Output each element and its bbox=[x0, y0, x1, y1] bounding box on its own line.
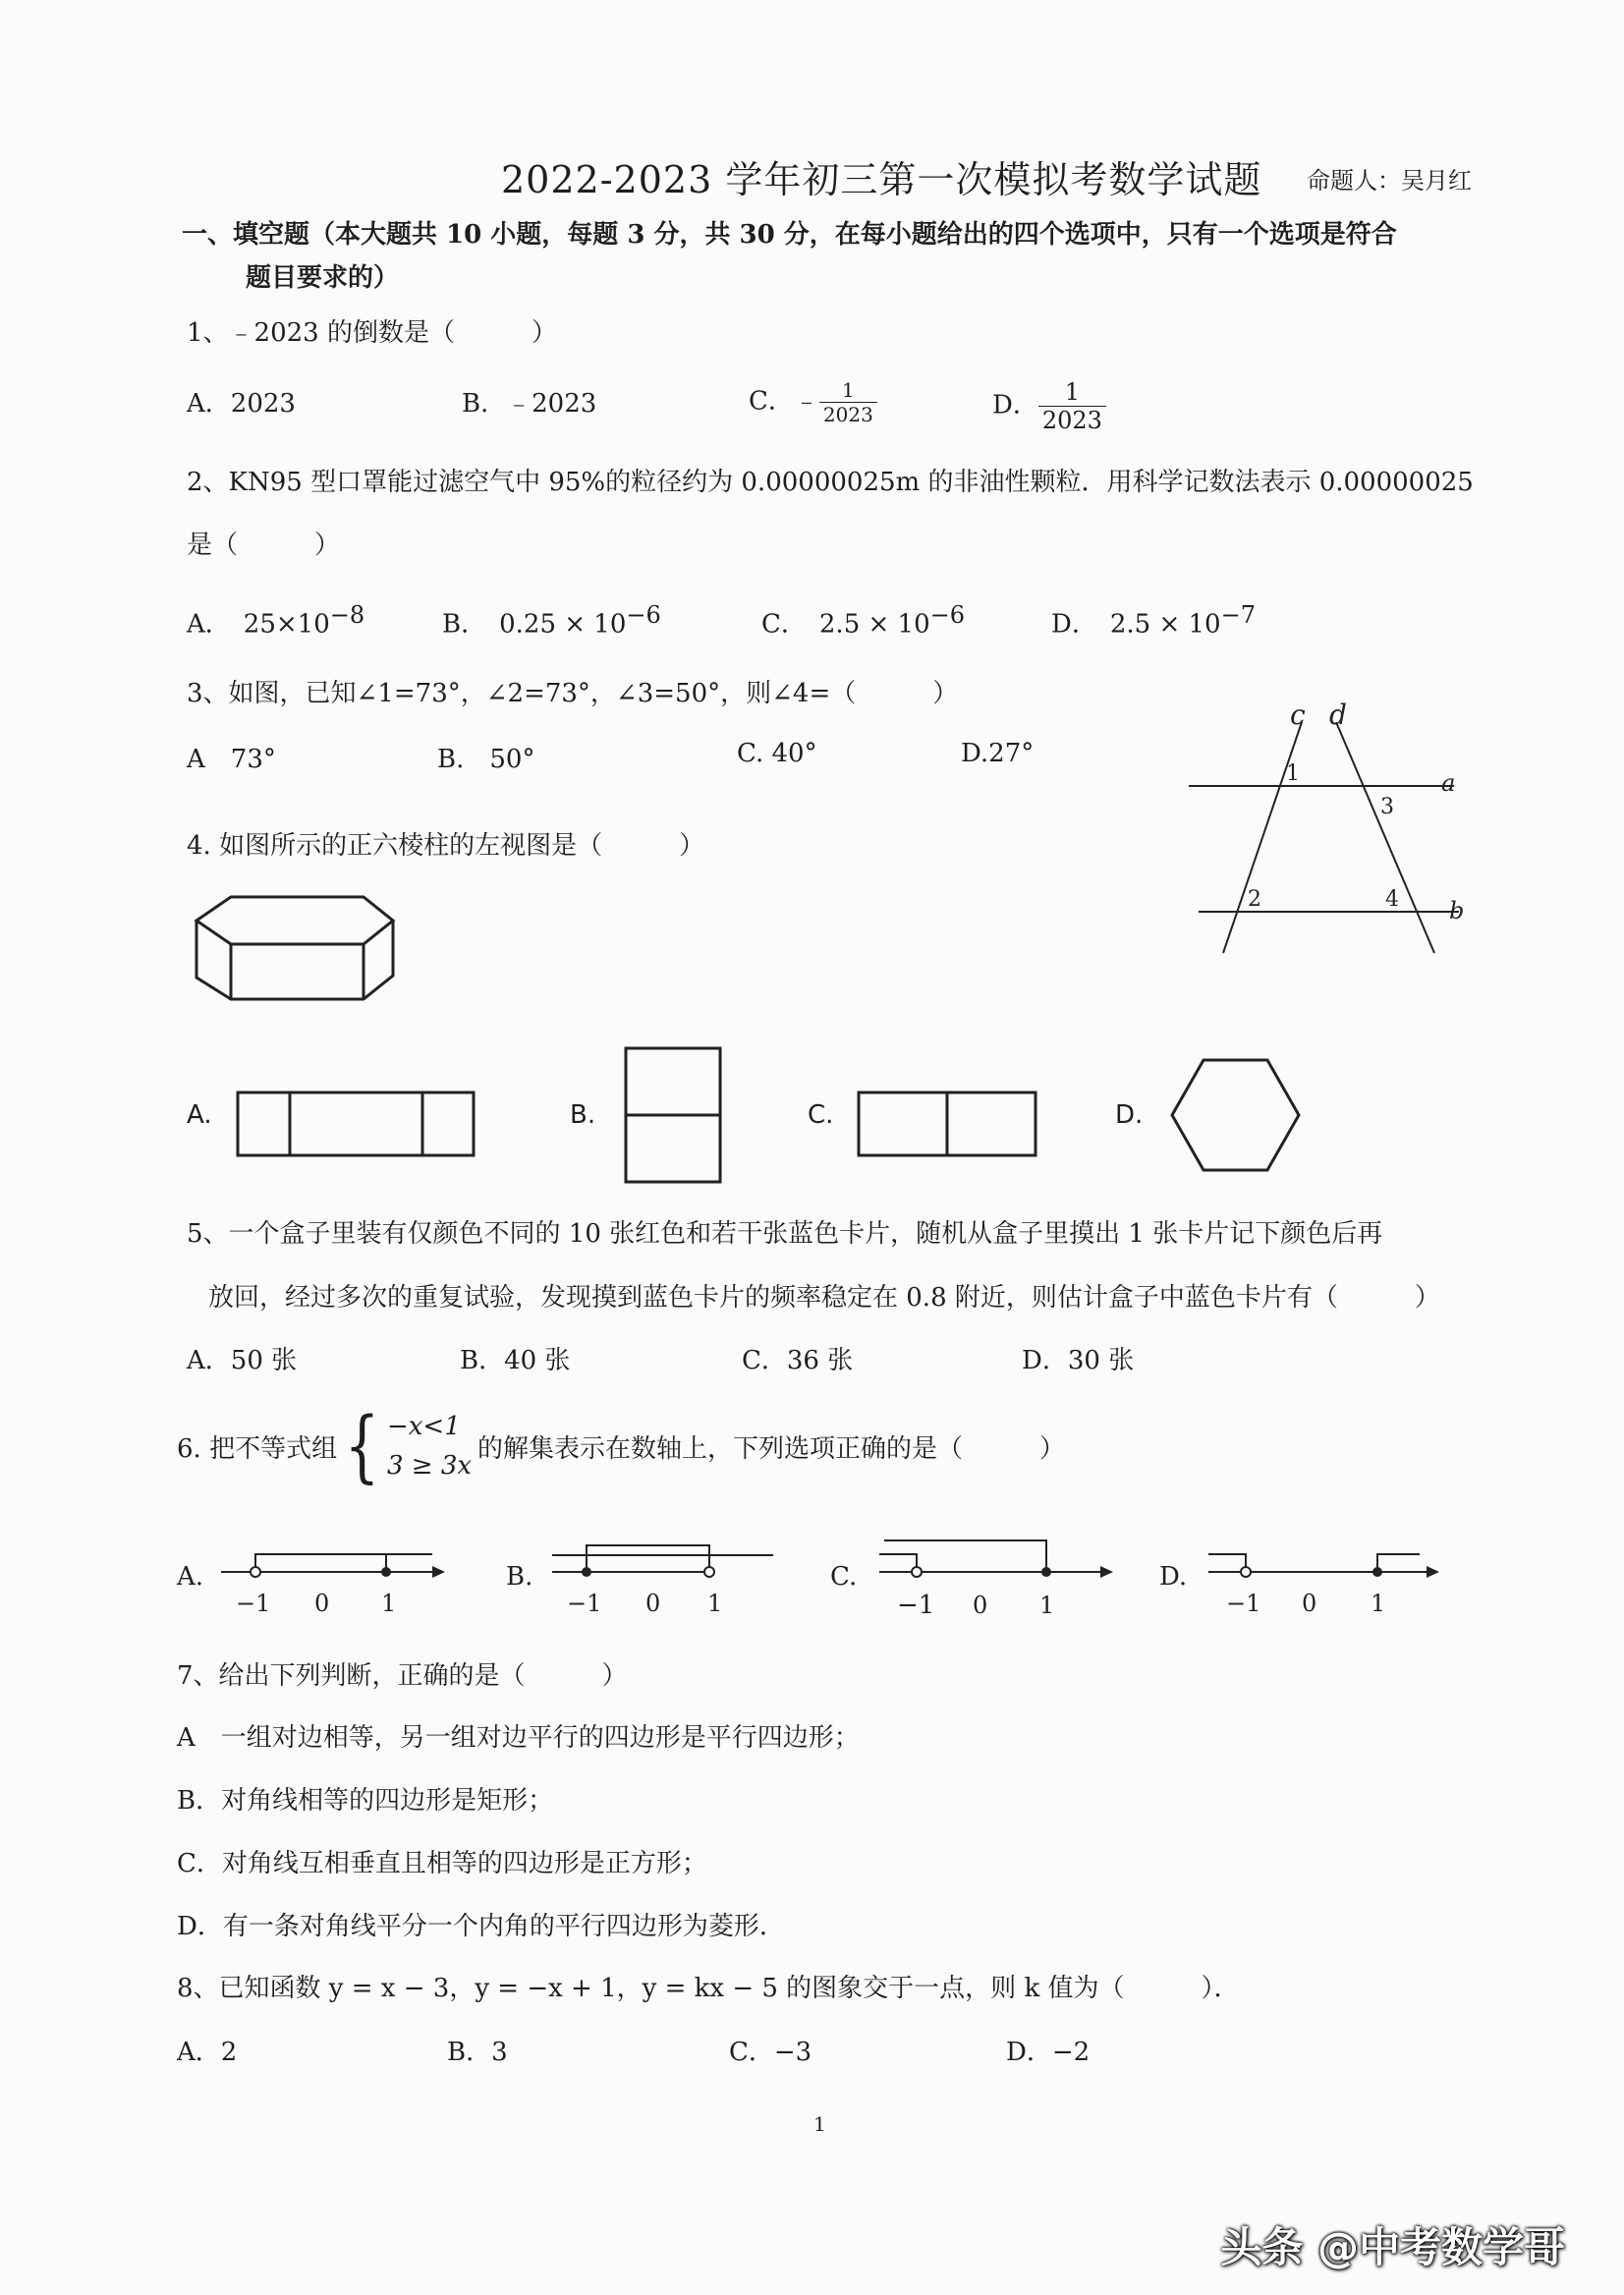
q8-stem: 8、已知函数 y = x − 3，y = −x + 1，y = kx − 5 的图象交于一点，则 k 值为（ ）． bbox=[177, 1974, 1240, 2003]
q6-option-c: C. bbox=[830, 1562, 858, 1592]
q6-option-d: D. bbox=[1159, 1562, 1188, 1592]
q6-number-line-b bbox=[552, 1528, 778, 1621]
fig-label-a: a bbox=[1441, 769, 1456, 797]
q4-option-d-figure bbox=[1169, 1056, 1302, 1174]
svg-text:1: 1 bbox=[1039, 1592, 1055, 1619]
q3-option-c: C. 40° bbox=[737, 739, 817, 768]
exam-title: 2022-2023 学年初三第一次模拟考数学试题 bbox=[501, 158, 1262, 201]
svg-text:0: 0 bbox=[973, 1592, 988, 1619]
q7-option-a: A 一组对边相等，另一组对边平行的四边形是平行四边形； bbox=[177, 1723, 860, 1753]
q4-option-a-figure bbox=[236, 1091, 476, 1157]
watermark: 头条 @中考数学哥 bbox=[1220, 2223, 1565, 2271]
inequality-system: −x<1 3 ≥ 3x bbox=[386, 1412, 473, 1481]
q8-option-c: C．−3 bbox=[729, 2038, 812, 2067]
q4-stem: 4. 如图所示的正六棱柱的左视图是（ ） bbox=[187, 831, 705, 861]
section-heading: 一、填空题（本大题共 10 小题，每题 3 分，共 30 分，在每小题给出的四个选项中，只有一个选项是符合 bbox=[182, 220, 1397, 250]
svg-text:−1: −1 bbox=[897, 1591, 935, 1620]
q8-option-a: A．2 bbox=[177, 2038, 238, 2067]
q6-stem: 6. 把不等式组 { −x<1 3 ≥ 3x 的解集表示在数轴上，下列选项正确的是（ ） bbox=[177, 1400, 1066, 1491]
q6-number-line-c bbox=[879, 1523, 1115, 1621]
q6-number-line-d bbox=[1208, 1533, 1444, 1621]
q5-option-d: D．30 张 bbox=[1022, 1346, 1135, 1375]
svg-text:−1: −1 bbox=[567, 1590, 602, 1617]
svg-text:−1: −1 bbox=[236, 1590, 271, 1617]
fig-label-b: b bbox=[1449, 897, 1465, 924]
fig-label-d: d bbox=[1329, 699, 1347, 731]
q1-option-b: B．﹣2023 bbox=[462, 389, 597, 419]
fig-label-c: c bbox=[1290, 699, 1306, 731]
svg-text:0: 0 bbox=[645, 1590, 661, 1617]
q4-option-a: A. bbox=[187, 1100, 212, 1130]
q1-option-d: D． $\frac{1}{2023}$ bbox=[992, 378, 1106, 434]
q7-option-d: D．有一条对角线平分一个内角的平行四边形为菱形． bbox=[177, 1912, 785, 1941]
q5-stem: 5、一个盒子里装有仅颜色不同的 10 张红色和若干张蓝色卡片，随机从盒子里摸出 1 张卡片记下颜色后再 bbox=[187, 1219, 1383, 1249]
q6-option-b: B. bbox=[506, 1562, 533, 1592]
q3-option-d: D.27° bbox=[961, 739, 1035, 768]
q3-option-b: B. 50° bbox=[437, 745, 535, 774]
q7-stem: 7、给出下列判断，正确的是（ ） bbox=[177, 1661, 628, 1691]
q1-stem: 1、﹣2023 的倒数是（ ） bbox=[187, 318, 557, 348]
q5-option-b: B．40 张 bbox=[460, 1346, 571, 1375]
q2-stem: 2、KN95 型口罩能过滤空气中 95%的粒径约为 0.00000025m 的非油性颗粒．用科学记数法表示 0.00000025 bbox=[187, 468, 1474, 497]
svg-text:0: 0 bbox=[314, 1590, 330, 1617]
svg-text:1: 1 bbox=[1371, 1590, 1386, 1617]
q2-stem-cont: 是（ ） bbox=[187, 531, 341, 560]
q4-option-b: B. bbox=[570, 1100, 596, 1130]
svg-text:0: 0 bbox=[1302, 1590, 1317, 1617]
q7-option-b: B．对角线相等的四边形是矩形； bbox=[177, 1786, 554, 1816]
fig-angle-4: 4 bbox=[1385, 887, 1399, 912]
q4-option-c-figure bbox=[857, 1091, 1038, 1157]
q4-option-b-figure bbox=[624, 1046, 722, 1184]
q6-option-a: A. bbox=[177, 1562, 204, 1592]
q1-option-c: C．﹣ $\frac{1}{2023}$ bbox=[749, 378, 877, 426]
svg-text:1: 1 bbox=[381, 1590, 397, 1617]
q2-option-d: D． $2.5 \times 10^{-7}$ bbox=[1051, 601, 1256, 640]
svg-text:1: 1 bbox=[707, 1590, 723, 1617]
fig-angle-2: 2 bbox=[1248, 887, 1261, 912]
q4-option-d: D. bbox=[1115, 1100, 1144, 1130]
page-number: 1 bbox=[813, 2112, 826, 2136]
svg-text:−1: −1 bbox=[1226, 1590, 1261, 1617]
q3-parallel-lines-figure bbox=[1174, 699, 1488, 968]
q7-option-c: C．对角线互相垂直且相等的四边形是正方形； bbox=[177, 1849, 707, 1878]
brace-icon: { bbox=[344, 1400, 380, 1491]
fig-angle-3: 3 bbox=[1380, 795, 1394, 819]
q8-option-d: D．−2 bbox=[1006, 2038, 1091, 2067]
q5-stem-cont: 放回，经过多次的重复试验，发现摸到蓝色卡片的频率稳定在 0.8 附近，则估计盒子中蓝色卡片有（ ） bbox=[208, 1283, 1440, 1313]
q5-option-a: A．50 张 bbox=[187, 1346, 298, 1375]
q2-option-b: B． $0.25 \times 10^{-6}$ bbox=[442, 601, 661, 640]
author-label: 命题人：吴月红 bbox=[1307, 167, 1472, 195]
q2-option-a: A． $25\times 10^{-8}$ bbox=[187, 601, 365, 640]
q3-option-a: A 73° bbox=[187, 745, 276, 774]
hexagonal-prism-figure bbox=[192, 889, 403, 1002]
fig-angle-1: 1 bbox=[1286, 761, 1300, 786]
q6-number-line-a bbox=[221, 1533, 447, 1621]
q1-option-a: A．2023 bbox=[187, 389, 296, 419]
q3-stem: 3、如图，已知∠1=73°，∠2=73°，∠3=50°，则∠4=（ ） bbox=[187, 679, 959, 708]
q2-option-c: C． $2.5 \times 10^{-6}$ bbox=[761, 601, 966, 640]
q5-option-c: C．36 张 bbox=[742, 1346, 854, 1375]
section-heading-cont: 题目要求的） bbox=[246, 263, 400, 293]
q8-option-b: B．3 bbox=[447, 2038, 508, 2067]
q4-option-c: C. bbox=[808, 1100, 834, 1130]
